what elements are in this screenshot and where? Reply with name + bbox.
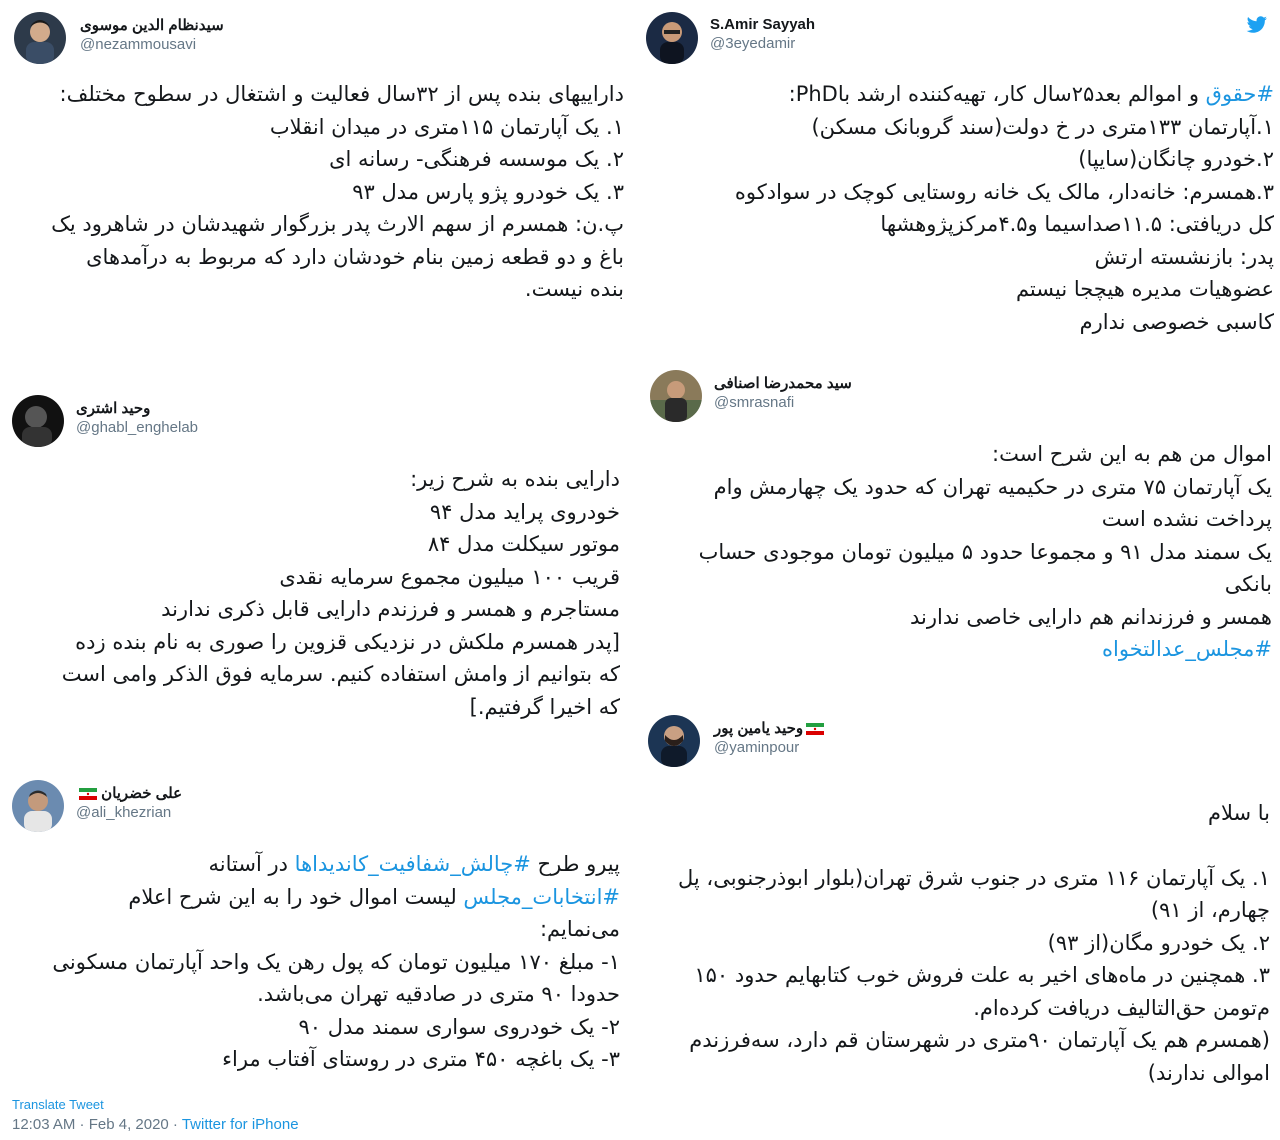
avatar[interactable] — [14, 12, 66, 64]
display-name[interactable]: S.Amir Sayyah — [710, 16, 816, 33]
translate-tweet-link[interactable]: Translate Tweet — [12, 1097, 104, 1112]
tweet-line: کاسبی خصوصی ندارم — [1079, 309, 1274, 334]
display-name[interactable]: سید محمدرضا اصنافی — [714, 375, 852, 392]
tweet-text — [50, 463, 620, 723]
tweet-line: (همسرم هم یک آپارتمان ۹۰متری در شهرستان قم دارد، سه‌فرزندم اموالی ندارند) — [689, 1028, 1270, 1085]
user-handle[interactable]: @nezammousavi — [80, 36, 197, 53]
tweet-line: ۳. همچنین در ماه‌های اخیر به علت فروش خوب کتابهایم حدود ۱۵۰ م‌تومن حق‌التالیف دریافت کرده‌ام. — [694, 963, 1270, 1020]
tweet-text — [646, 78, 1274, 338]
tweet-line: داراییهای بنده پس از ۳۲سال فعالیت و اشتغال در سطوح مختلف: — [59, 82, 624, 106]
tweet-line: قریب ۱۰۰ میلیون مجموع سرمایه نقدی — [279, 564, 620, 589]
display-name[interactable] — [76, 784, 182, 802]
tweet-line: ۲. یک موسسه فرهنگی- رسانه ای — [329, 147, 624, 171]
tweet-fragment: پیرو طرح — [530, 852, 620, 876]
tweet-yaminpour — [640, 705, 1280, 1140]
tweet-line: اموال من هم به این شرح است: — [992, 442, 1272, 466]
tweet-asnafi — [640, 360, 1280, 690]
user-handle[interactable]: @3eyedamir — [710, 35, 796, 52]
tweet-fragment: لیست اموال خود را به این شرح اعلام می‌نمایم: — [128, 884, 620, 941]
tweet-header — [646, 12, 1246, 66]
avatar[interactable] — [12, 780, 64, 832]
tweet-ashtari — [0, 385, 636, 745]
tweet-mousavi — [0, 0, 636, 340]
tweet-intro — [50, 848, 620, 946]
tweet-line: پدر: بازنشسته ارتش — [1094, 244, 1274, 269]
display-name-text: علی خضریان — [101, 785, 183, 802]
user-handle[interactable]: @ali_khezrian — [76, 804, 172, 821]
hashtag-link[interactable]: #حقوق — [1205, 82, 1274, 106]
tweet-sayyah — [640, 0, 1280, 345]
tweet-header — [12, 395, 412, 449]
tweet-line: همسر و فرزندانم هم دارایی خاصی ندارند — [909, 604, 1272, 629]
tweet-source-link[interactable]: Twitter for iPhone — [181, 1116, 299, 1133]
avatar[interactable] — [648, 715, 700, 767]
tweet-line: [پدر همسرم ملکش در نزدیکی قزوین را صوری به نام بنده زده که بتوانیم از وامش استفاده کنیم. سرمایه فوق الذکر وامی است که اخیرا گرفتیم.] — [61, 629, 620, 719]
tweet-header — [650, 370, 1050, 424]
tweet-line: ۱. یک آپارتمان ۱۱۵متری در میدان انقلاب — [269, 114, 624, 139]
tweet-text — [650, 797, 1270, 1089]
tweet-text — [660, 438, 1272, 666]
tweet-line: ۱- مبلغ ۱۷۰ میلیون تومان که پول رهن یک واحد آپارتمان مسکونی حدودا ۹۰ متری در صادقیه تهران می‌باشد. — [52, 949, 620, 1006]
tweet-line: موتور سیکلت مدل ۸۴ — [427, 532, 620, 556]
tweet-line: ۳- یک باغچه ۴۵۰ متری در روستای آفتاب مراء — [222, 1047, 620, 1071]
display-name[interactable]: وحید اشتری — [76, 400, 151, 417]
avatar[interactable] — [12, 395, 64, 447]
tweet-timestamp — [12, 1116, 299, 1133]
tweet-line: خودروی پراید مدل ۹۴ — [429, 499, 620, 524]
display-name[interactable]: سیدنظام الدین موسوی — [80, 17, 224, 34]
tweet-khezrian — [0, 770, 636, 1140]
tweet-header — [14, 12, 414, 66]
tweet-line: و اموالم بعد۲۵سال کار، تهیه‌کننده ارشد باPhD: — [788, 82, 1206, 106]
tweet-header — [648, 715, 1048, 769]
tweet-line: یک سمند مدل ۹۱ و مجموعا حدود ۵ میلیون تومان موجودی حساب بانکی — [698, 539, 1272, 596]
avatar[interactable] — [650, 370, 702, 422]
display-name[interactable] — [714, 719, 824, 737]
iran-flag-icon — [79, 788, 97, 800]
user-handle[interactable]: @yaminpour — [714, 739, 800, 756]
tweet-line: یک آپارتمان ۷۵ متری در حکیمیه تهران که حدود یک چهارمش وام پرداخت نشده است — [713, 474, 1272, 531]
tweet-line: عضوهیات مدیره هیچجا نیستم — [1015, 277, 1274, 301]
tweet-text — [50, 848, 620, 1076]
timestamp-text[interactable]: 12:03 AM · Feb 4, 2020 · — [12, 1116, 182, 1133]
tweet-line: ۲.خودرو چانگان(سایپا) — [1078, 147, 1274, 171]
tweet-fragment: در آستانه — [208, 852, 295, 876]
tweet-line: با سلام — [1207, 801, 1270, 825]
iran-flag-icon — [806, 723, 824, 735]
avatar[interactable] — [646, 12, 698, 64]
tweet-line: ۱. یک آپارتمان ۱۱۶ متری در جنوب شرق تهران(بلوار ابوذرجنوبی، پل چهارم، از ۹۱) — [678, 865, 1270, 922]
user-handle[interactable]: @smrasnafi — [714, 394, 795, 411]
hashtag-link[interactable]: #مجلس_عدالتخواه — [1102, 637, 1272, 661]
tweet-header — [12, 780, 412, 834]
tweet-line: ۳. یک خودرو پژو پارس مدل ۹۳ — [352, 179, 624, 204]
tweet-line: دارایی بنده به شرح زیر: — [410, 467, 620, 491]
tweet-line: ۱.آپارتمان ۱۳۳متری در خ دولت(سند گروبانک مسکن) — [811, 114, 1274, 139]
twitter-bird-icon[interactable] — [1246, 16, 1268, 34]
hashtag-link[interactable]: #چالش_شفافیت_کاندیداها — [294, 852, 531, 876]
user-handle[interactable]: @ghabl_enghelab — [76, 419, 198, 436]
tweet-line: ۲. یک خودرو مگان(از ۹۳) — [1047, 930, 1270, 955]
tweet-line: کل دریافتی: ۱۱.۵صداسیما و۴.۵مرکزپژوهشها — [880, 212, 1274, 236]
tweet-line: ۲- یک خودروی سواری سمند مدل ۹۰ — [298, 1014, 620, 1039]
tweet-text — [50, 78, 624, 306]
tweet-line: پ.ن: همسرم از سهم الارث پدر بزرگوار شهیدشان در شاهرود یک باغ و دو قطعه زمین بنام خودشان دارد که مربوط به درآمدهای بنده نیست. — [51, 212, 624, 301]
tweet-line: مستاجرم و همسر و فرزندم دارایی قابل ذکری ندارند — [161, 597, 620, 621]
display-name-text: وحید یامین پور — [714, 720, 804, 737]
hashtag-link[interactable]: #انتخابات_مجلس — [463, 884, 620, 909]
tweet-line: ۳.همسرم: خانه‌دار، مالک یک خانه روستایی کوچک در سوادکوه — [734, 179, 1274, 204]
